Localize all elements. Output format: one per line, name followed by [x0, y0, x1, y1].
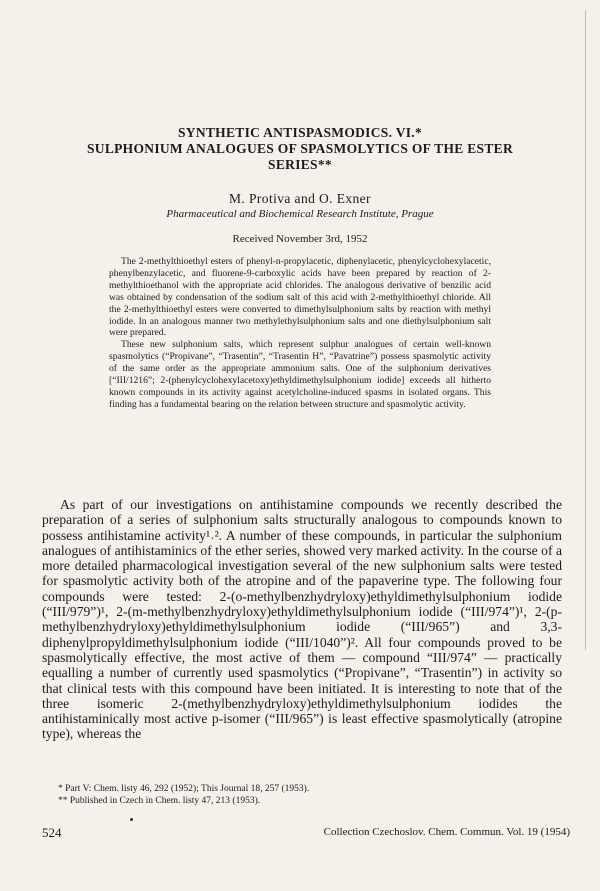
footnotes: [58, 783, 518, 807]
authors: M. Protiva and O. Exner: [229, 191, 371, 206]
print-speck: [130, 818, 133, 821]
affiliation: Pharmaceutical and Biochemical Research Institute, Prague: [166, 208, 434, 220]
footnote-1: * Part V: Chem. listy 46, 292 (1952); This Journal 18, 257 (1953).: [58, 784, 310, 794]
footnote-2: ** Published in Czech in Chem. listy 47, 213 (1953).: [58, 796, 261, 806]
journal-citation: Collection Czechoslov. Chem. Commun. Vol. 19 (1954): [323, 826, 570, 838]
body-paragraph: As part of our investigations on antihistamine compounds we recently described the preparation of a series of sulphonium salts structurally analogous to compounds known to possess antihistamine activity¹˒². A number of these compounds, in particular the sulphonium analogues of antihistaminics of the ether series, showed very marked activity. In the course of a more detailed pharmacological investigation several of the new sulphonium salts were tested for spasmolytic activity both of the atropine and of the papaverine type. The following four compounds were tested: 2-(o-methylbenzhydryloxy)ethyldimethylsulphonium iodide (“III/979”)¹, 2-(m-methylbenzhydryloxy)ethyldimethylsulphonium iodide (“III/974”)¹, 2-(p-methylbenzhydryloxy)ethyldimethylsulphonium iodide (“III/965”) and 3,3-diphenylpropyldimethylsulphonium iodide (“III/1040”)². All four compounds proved to be spasmolytically effective, the most active of them — compound “III/974” — practically equalling a number of currently used spasmolytics (“Propivane”, “Trasentin”) in activity so that clinical tests with this compound have been initiated. It is interesting to note that of the three isomeric 2-(methylbenzhydryloxy)ethyldimethylsulphonium iodides the antihistaminically most active p-isomer (“III/965”) is least effective spasmolytically (atropine type), whereas the: [42, 497, 562, 742]
article-title-line-1: SYNTHETIC ANTISPASMODICS. VI.*: [177, 125, 423, 140]
page-number: 524: [42, 825, 62, 840]
abstract: [109, 256, 491, 411]
article-title-line-3: SERIES**: [268, 157, 332, 172]
abstract-paragraph-1: The 2-methylthioethyl esters of phenyl-n-propylacetic, diphenylacetic, phenylcyclohexylacetic, phenylbenzylacetic, and fluorene-9-carboxylic acids have been prepared by reaction of 2-methylthioethanol with the appropriate acid chlorides. The analogous derivative of benzilic acid was obtained by condensation of the sodium salt of this acid with 2-methylthioethyl chloride. All the 2-methylthioethyl esters were converted to dimethylsulphonium salts by reaction with methyl iodide. In an analogous manner two methylethylsulphonium salts and one diethylsulphonium salt were prepared.: [109, 256, 491, 339]
received-date: Received November 3rd, 1952: [232, 233, 368, 245]
abstract-paragraph-2: These new sulphonium salts, which represent sulphur analogues of certain well-known spasmolytics (“Propivane”, “Trasentin”, “Trasentin H”, “Pavatrine”) possess spasmolytic activity of the same order as the appropriate ammonium salts. One of the sulphonium derivatives [“III/1216”; 2-(phenylcyclohexylacetoxy)ethyldimethylsulphonium iodide] exceeds all hitherto known compounds in its activity against acetylcholine-induced spasms in isolated organs. This finding has a fundamental bearing on the relation between structure and spasmolytic activity.: [109, 339, 491, 410]
article-title-line-2: SULPHONIUM ANALOGUES OF SPASMOLYTICS OF THE ESTER: [86, 141, 514, 156]
page-edge-shadow: [585, 10, 586, 650]
